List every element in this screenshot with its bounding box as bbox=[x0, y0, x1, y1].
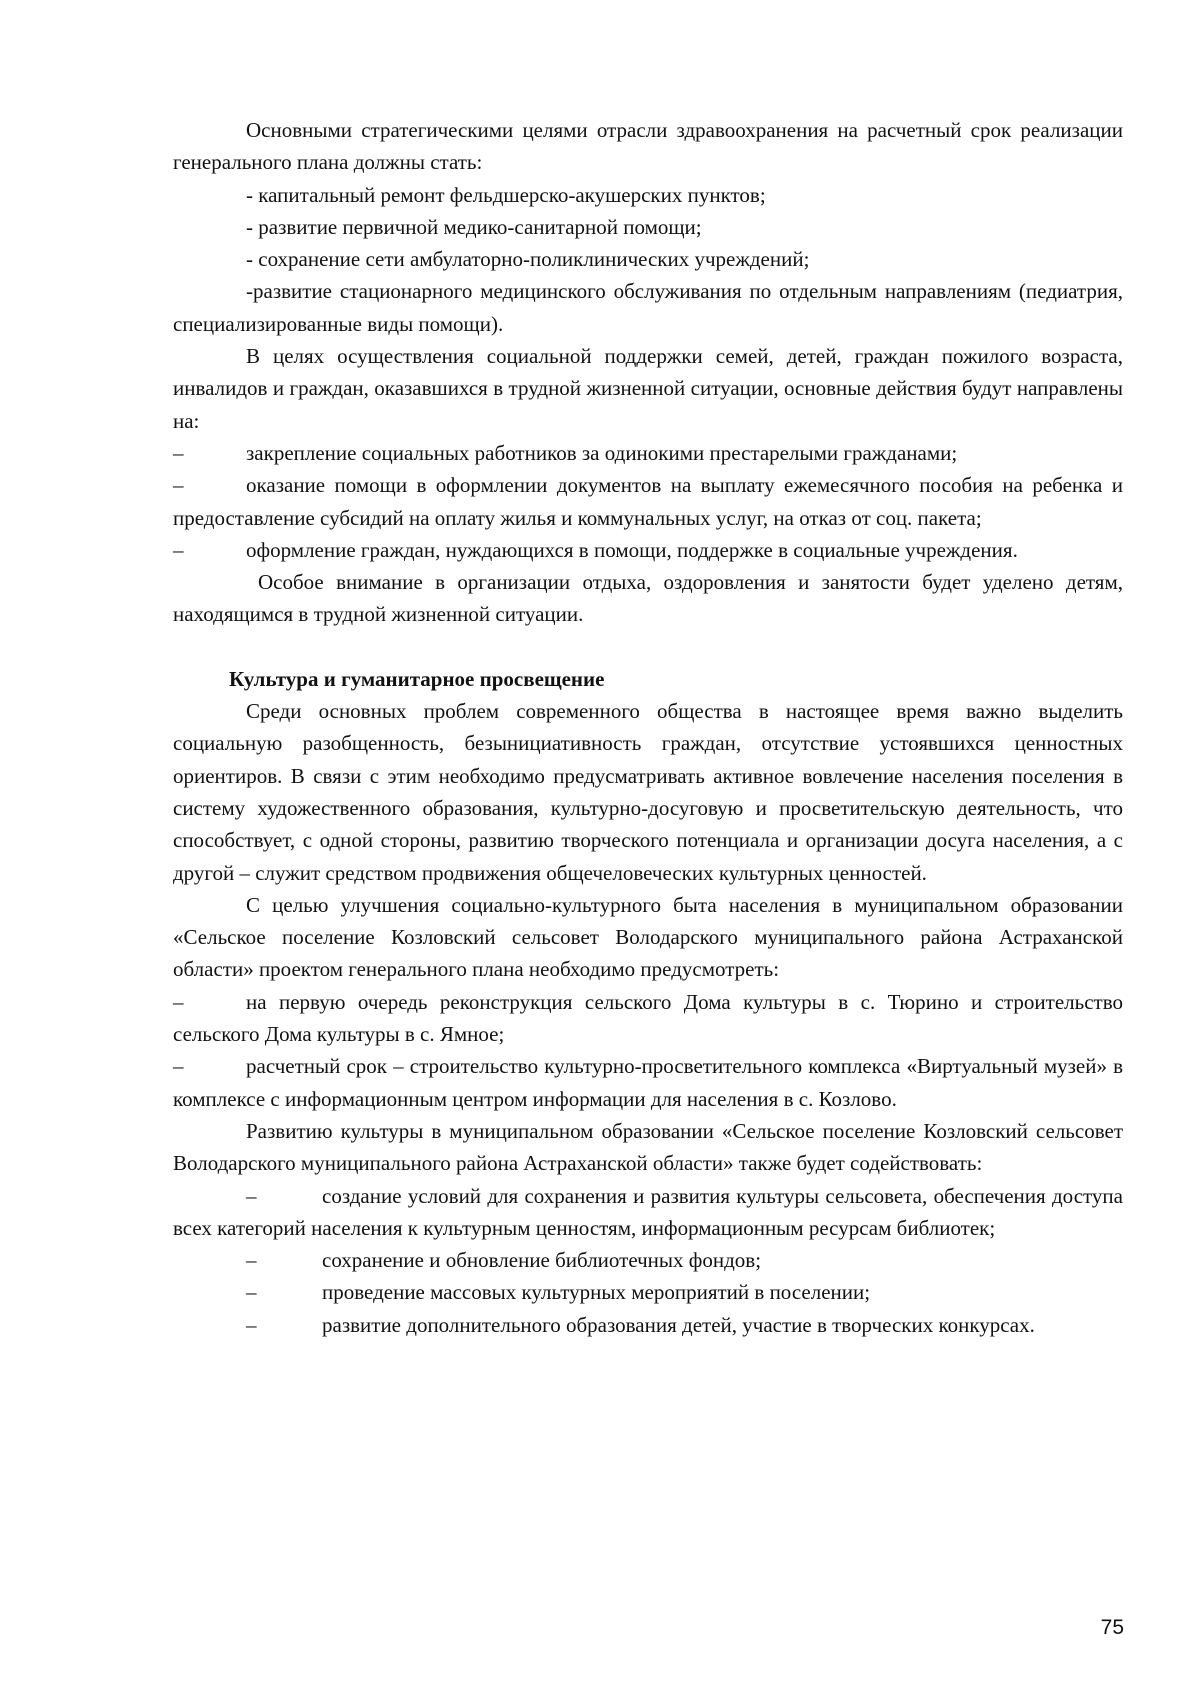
list-dash: – bbox=[246, 1312, 257, 1337]
text-column bbox=[173, 114, 1123, 1341]
culture-support-item bbox=[173, 1309, 1123, 1341]
list-dash: – bbox=[246, 1183, 257, 1208]
culture-support-item bbox=[173, 1180, 1123, 1245]
section-gap bbox=[173, 631, 1123, 663]
culture-support-item-text: сохранение и обновление библиотечных фондов; bbox=[322, 1248, 762, 1273]
list-dash: – bbox=[173, 440, 184, 465]
culture-plan-item-text: расчетный срок – строительство культурно-просветительного комплекса «Виртуальный музей» в комплексе с информационным центром информации для населения в с. Козлово. bbox=[173, 1054, 1123, 1111]
culture-plan-paragraph: С целью улучшения социально-культурного быта населения в муниципальном образовании «Сельское поселение Козловский сельсовет Володарского муниципального района Астраханской области» проектом генерального плана необходимо предусмотреть: bbox=[173, 892, 1123, 982]
culture-plan-item-text: на первую очередь реконструкция сельского Дома культуры в с. Тюрино и строительство сельского Дома культуры в с. Ямное; bbox=[173, 989, 1123, 1047]
list-dash: – bbox=[246, 1248, 257, 1273]
list-dash: – bbox=[173, 473, 184, 498]
page-number: 75 bbox=[1100, 1616, 1124, 1639]
social-support-item-text: оформление граждан, нуждающихся в помощи, поддержке в социальные учреждения. bbox=[246, 537, 1018, 562]
social-support-item-text: оказание помощи в оформлении документов на выплату ежемесячного пособия на ребенка и предоставление субсидий на оплату жилья и коммунальных услуг, на отказ от соц. пакета; bbox=[173, 473, 1123, 530]
culture-support-item bbox=[173, 1244, 1123, 1276]
list-dash: – bbox=[173, 537, 184, 562]
culture-support-item bbox=[173, 1276, 1123, 1308]
social-support-item bbox=[173, 469, 1123, 534]
social-support-item bbox=[173, 437, 1123, 469]
culture-problems-paragraph: Среди основных проблем современного общества в настоящее время важно выделить социальную разобщенность, безынициативность граждан, отсутствие устоявшихся ценностных ориентиров. В связи с этим необходимо предусматривать активное вовлечение населения поселения в систему художественного образования, культурно-досуговую и просветительскую деятельность, что способствует, с одной стороны, развитию творческого потенциала и организации досуга населения, а с другой – служит средством продвижения общечеловеческих культурных ценностей. bbox=[173, 699, 1123, 885]
children-attention-paragraph: Особое внимание в организации отдыха, оздоровления и занятости будет уделено детям, находящимся в трудной жизненной ситуации. bbox=[173, 570, 1123, 627]
culture-support-item-text: развитие дополнительного образования детей, участие в творческих конкурсах. bbox=[322, 1312, 1035, 1337]
health-goal-item: - капитальный ремонт фельдшерско-акушерских пунктов; bbox=[246, 182, 766, 207]
culture-plan-item bbox=[173, 986, 1123, 1051]
social-support-item bbox=[173, 534, 1123, 566]
health-goal-item: -развитие стационарного медицинского обслуживания по отдельным направлениям (педиатрия, специализированные виды помощи). bbox=[173, 279, 1123, 336]
list-dash: – bbox=[173, 989, 184, 1014]
list-dash: – bbox=[246, 1280, 257, 1305]
culture-support-item-text: проведение массовых культурных мероприятий в поселении; bbox=[322, 1280, 871, 1305]
social-support-item-text: закрепление социальных работников за одинокими престарелыми гражданами; bbox=[246, 440, 958, 465]
health-goals-paragraph: Основными стратегическими целями отрасли здравоохранения на расчетный срок реализации генерального плана должны стать: bbox=[173, 118, 1123, 175]
list-dash: – bbox=[173, 1054, 184, 1079]
culture-plan-item bbox=[173, 1050, 1123, 1115]
section-heading: Культура и гуманитарное просвещение bbox=[229, 666, 605, 691]
culture-support-item-text: создание условий для сохранения и развития культуры сельсовета, обеспечения доступа всех категорий населения к культурным ценностям, информационным ресурсам библиотек; bbox=[173, 1183, 1123, 1240]
health-goal-item: - развитие первичной медико-санитарной помощи; bbox=[246, 214, 702, 239]
health-goal-item: - сохранение сети амбулаторно-поликлинических учреждений; bbox=[246, 247, 810, 272]
culture-development-paragraph: Развитию культуры в муниципальном образовании «Сельское поселение Козловский сельсовет Володарского муниципального района Астраханской области» также будет содействовать: bbox=[173, 1118, 1123, 1176]
social-support-paragraph: В целях осуществления социальной поддержки семей, детей, граждан пожилого возраста, инвалидов и граждан, оказавшихся в трудной жизненной ситуации, основные действия будут направлены на: bbox=[173, 344, 1123, 433]
